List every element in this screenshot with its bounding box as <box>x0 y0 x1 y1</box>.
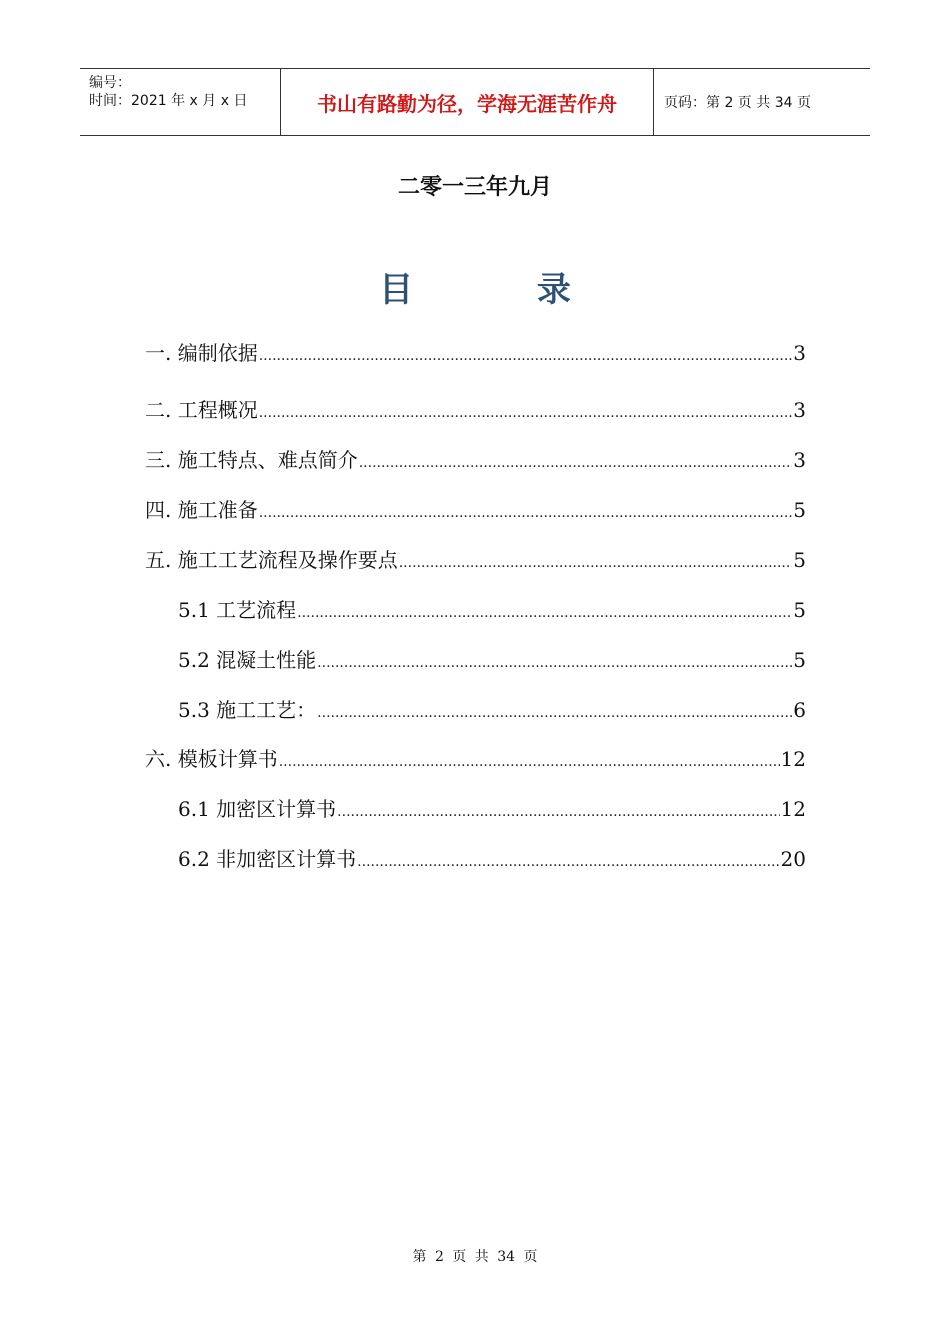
number-label: 编号： <box>89 75 131 91</box>
toc-leader-dots <box>297 605 792 621</box>
toc-entry[interactable] <box>145 444 806 472</box>
toc-entry-label: 5.1 工艺流程 <box>178 598 297 622</box>
toc-leader-dots <box>357 854 779 870</box>
page-footer: 第 2 页 共 34 页 <box>412 1249 538 1265</box>
toc-entry-page: 3 <box>793 448 806 472</box>
toc-entry-page: 5 <box>793 548 806 572</box>
toc-leader-dots <box>359 455 793 471</box>
toc-entry[interactable] <box>178 793 806 821</box>
toc-leader-dots <box>259 505 793 521</box>
toc-entry-page: 12 <box>780 747 806 771</box>
toc-entry-label: 6.1 加密区计算书 <box>178 797 337 821</box>
toc-entry[interactable] <box>145 743 806 771</box>
toc-entry-page: 20 <box>780 847 806 871</box>
header-motto: 书山有路勤为径，学海无涯苦作舟 <box>281 69 654 135</box>
toc-entry-page: 3 <box>793 398 806 422</box>
toc-entry-page: 6 <box>793 698 806 722</box>
toc-entry[interactable] <box>178 594 806 622</box>
toc-entry-page: 5 <box>793 498 806 522</box>
toc-leader-dots <box>279 754 780 770</box>
toc-entry-label: 一. 编制依据 <box>145 341 258 365</box>
toc-leader-dots <box>337 804 779 820</box>
toc-entry-label: 六. 模板计算书 <box>145 747 278 771</box>
toc-entry-label: 二. 工程概况 <box>145 398 258 422</box>
header-meta <box>80 69 281 135</box>
toc-entry-label: 五. 施工工艺流程及操作要点 <box>145 548 398 572</box>
toc-entry-label: 5.2 混凝土性能 <box>178 648 317 672</box>
time-label: 时间：2021 年 x 月 x 日 <box>89 93 248 109</box>
toc-entry-page: 12 <box>780 797 806 821</box>
toc-entry-page: 3 <box>793 341 806 365</box>
toc-entry[interactable] <box>178 694 806 722</box>
toc-entry[interactable] <box>145 544 806 572</box>
toc-leader-dots <box>317 655 792 671</box>
toc-leader-dots <box>259 405 793 421</box>
toc-title: 目 录 <box>379 270 627 310</box>
toc-entry-label: 四. 施工准备 <box>145 498 258 522</box>
toc-entry[interactable] <box>145 494 806 522</box>
header-page-info: 页码：第 2 页 共 34 页 <box>664 95 811 111</box>
toc-entry-page: 5 <box>793 598 806 622</box>
toc-leader-dots <box>259 348 793 364</box>
toc-entry-label: 三. 施工特点、难点简介 <box>145 448 358 472</box>
date-line: 二零一三年九月 <box>397 175 552 200</box>
toc-leader-dots <box>317 705 792 721</box>
toc-entry[interactable] <box>178 644 806 672</box>
toc-entry[interactable] <box>145 394 806 422</box>
toc-leader-dots <box>399 555 793 571</box>
toc-entry[interactable] <box>145 337 806 365</box>
toc-entry-label: 6.2 非加密区计算书 <box>178 847 357 871</box>
toc-entry-page: 5 <box>793 648 806 672</box>
document-header <box>80 68 870 136</box>
toc-entry[interactable] <box>178 843 806 871</box>
toc-entry-label: 5.3 施工工艺： <box>178 698 317 722</box>
